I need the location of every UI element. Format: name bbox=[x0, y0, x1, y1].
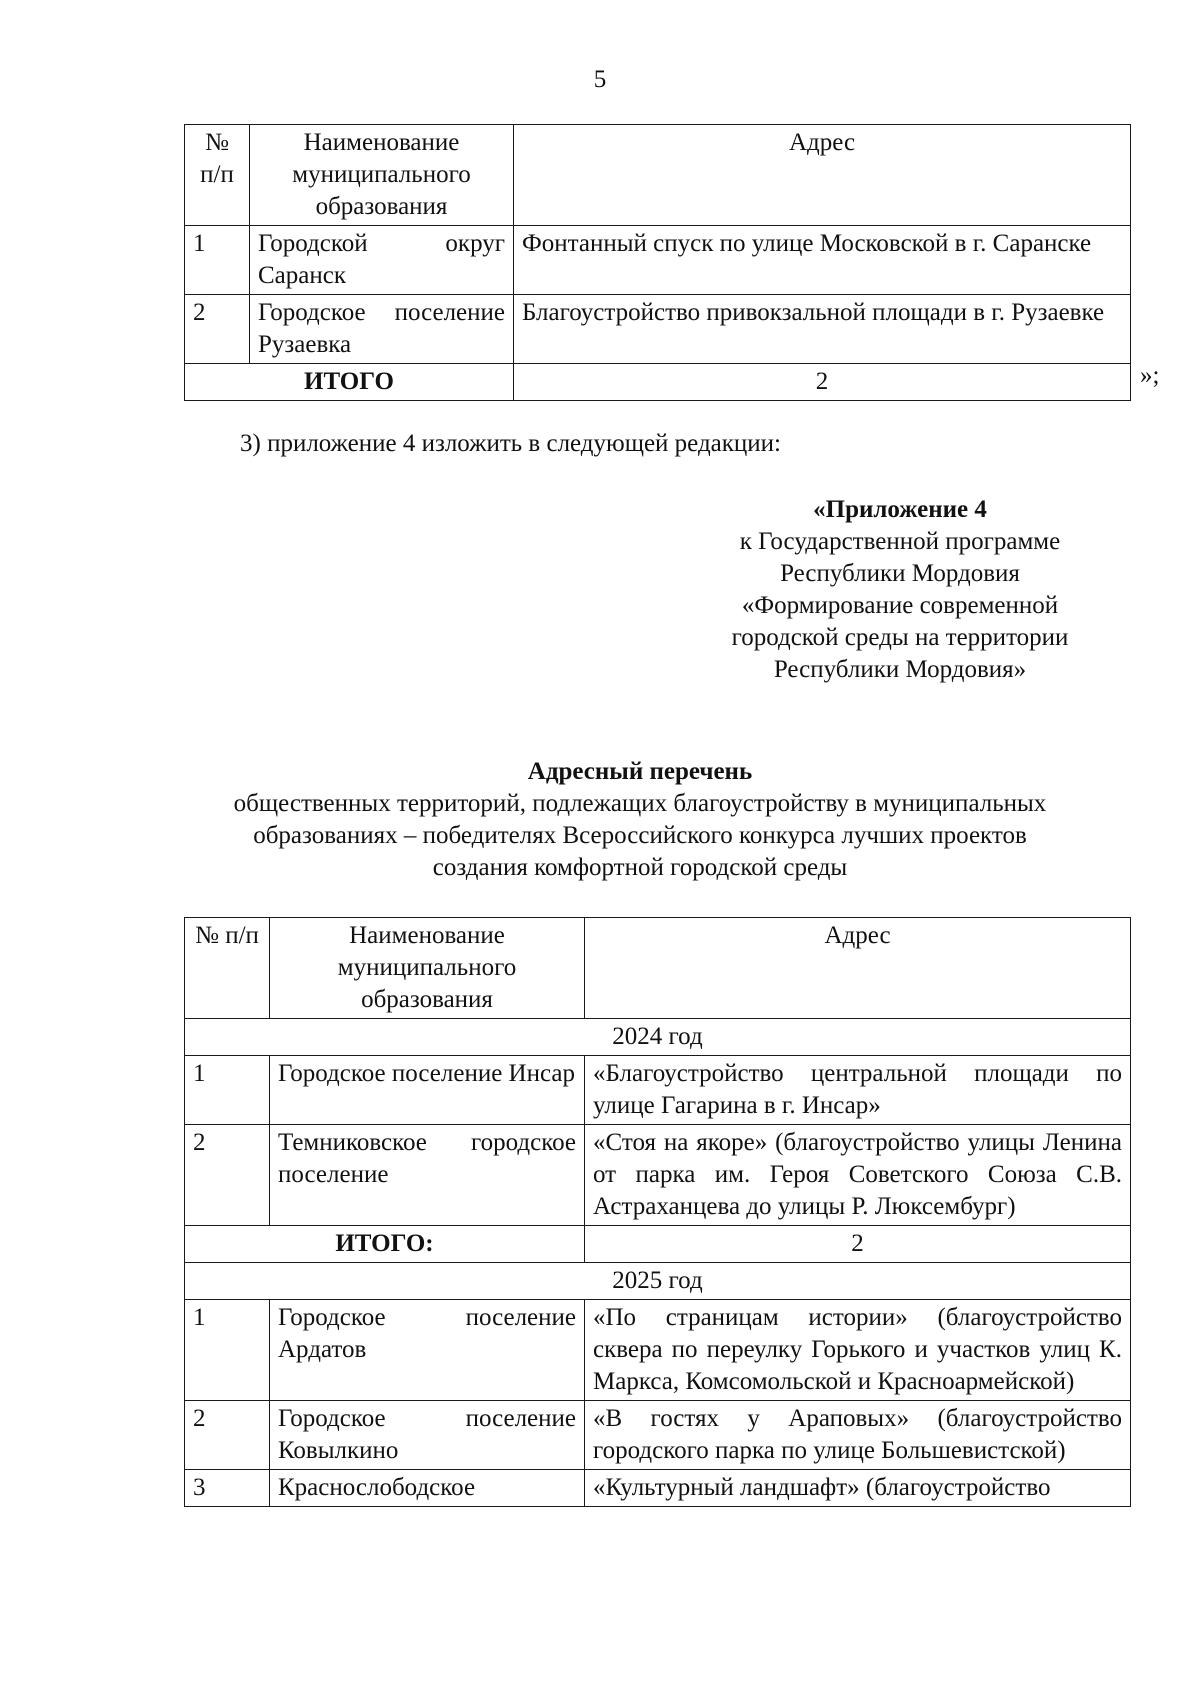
closing-quote: »; bbox=[1140, 362, 1160, 389]
row-num: 2 bbox=[185, 1125, 270, 1226]
header-address: Адрес bbox=[514, 125, 1131, 226]
row-address: «Культурный ландшафт» (благоустройство bbox=[585, 1470, 1131, 1507]
page-number: 5 bbox=[593, 66, 607, 93]
row-num: 1 bbox=[185, 226, 250, 295]
heading-line: создания комфортной городской среды bbox=[432, 854, 848, 881]
municipal-table-2 bbox=[184, 917, 1131, 1507]
total-label: ИТОГО bbox=[185, 364, 514, 401]
appendix-line: Республики Мордовия» bbox=[773, 656, 1027, 683]
year-label: 2025 год bbox=[185, 1263, 1131, 1300]
total-value: 2 bbox=[585, 1226, 1131, 1263]
municipal-table-1 bbox=[184, 124, 1131, 401]
appendix-line: к Государственной программе bbox=[739, 528, 1061, 555]
row-name: Городской округ Саранск bbox=[250, 226, 514, 295]
appendix-title: «Приложение 4 bbox=[813, 496, 987, 523]
row-name: Городское поселение Ардатов bbox=[270, 1300, 585, 1401]
row-address: Благоустройство привокзальной площади в г. Рузаевке bbox=[514, 295, 1131, 364]
appendix-line: Республики Мордовия bbox=[780, 560, 1020, 587]
row-name: Темниковское городское поселение bbox=[270, 1125, 585, 1226]
row-num: 1 bbox=[185, 1056, 270, 1125]
year-row bbox=[185, 1019, 1131, 1056]
year-label: 2024 год bbox=[185, 1019, 1131, 1056]
heading-title: Адресный перечень bbox=[527, 758, 753, 785]
heading-line: общественных территорий, подлежащих благоустройству в муниципальных bbox=[233, 790, 1047, 817]
appendix-line: «Формирование современной bbox=[741, 592, 1059, 619]
row-address: «Благоустройство центральной площади по улице Гагарина в г. Инсар» bbox=[585, 1056, 1131, 1125]
appendix-block bbox=[690, 494, 1110, 686]
table-row bbox=[185, 1470, 1131, 1507]
table-row bbox=[185, 1056, 1131, 1125]
row-address: Фонтанный спуск по улице Московской в г. Саранске bbox=[514, 226, 1131, 295]
total-value: 2 bbox=[514, 364, 1131, 401]
row-address: «В гостях у Араповых» (благоустройство городского парка по улице Большевистской) bbox=[585, 1401, 1131, 1470]
table-row bbox=[185, 1125, 1131, 1226]
appendix-line: городской среды на территории bbox=[731, 624, 1069, 651]
row-name: Краснослободское bbox=[270, 1470, 585, 1507]
total-label: ИТОГО: bbox=[185, 1226, 585, 1263]
header-name: Наименование муниципального образования bbox=[250, 125, 514, 226]
table-row bbox=[185, 295, 1131, 364]
table-header-row bbox=[185, 918, 1131, 1019]
amendment-paragraph: 3) приложение 4 изложить в следующей редакции: bbox=[240, 430, 781, 457]
row-num: 2 bbox=[185, 295, 250, 364]
table-row bbox=[185, 1401, 1131, 1470]
year-row bbox=[185, 1263, 1131, 1300]
table-row bbox=[185, 226, 1131, 295]
header-num: № п/п bbox=[185, 125, 250, 226]
row-num: 3 bbox=[185, 1470, 270, 1507]
row-address: «Стоя на якоре» (благоустройство улицы Ленина от парка им. Героя Советского Союза С.В. Астраханцева до улицы Р. Люксембург) bbox=[585, 1125, 1131, 1226]
total-row bbox=[185, 364, 1131, 401]
header-address: Адрес bbox=[585, 918, 1131, 1019]
row-name: Городское поселение Рузаевка bbox=[250, 295, 514, 364]
row-num: 2 bbox=[185, 1401, 270, 1470]
header-num: № п/п bbox=[185, 918, 270, 1019]
row-address: «По страницам истории» (благоустройство сквера по переулку Горького и участков улиц К. Маркса, Комсомольской и Красноармейской) bbox=[585, 1300, 1131, 1401]
table-row bbox=[185, 1300, 1131, 1401]
list-heading bbox=[140, 756, 1140, 884]
row-num: 1 bbox=[185, 1300, 270, 1401]
heading-line: образованиях – победителях Всероссийского конкурса лучших проектов bbox=[253, 822, 1027, 849]
row-name: Городское поселение Инсар bbox=[270, 1056, 585, 1125]
table-header-row bbox=[185, 125, 1131, 226]
total-row bbox=[185, 1226, 1131, 1263]
header-name: Наименование муниципального образования bbox=[270, 918, 585, 1019]
row-name: Городское поселение Ковылкино bbox=[270, 1401, 585, 1470]
